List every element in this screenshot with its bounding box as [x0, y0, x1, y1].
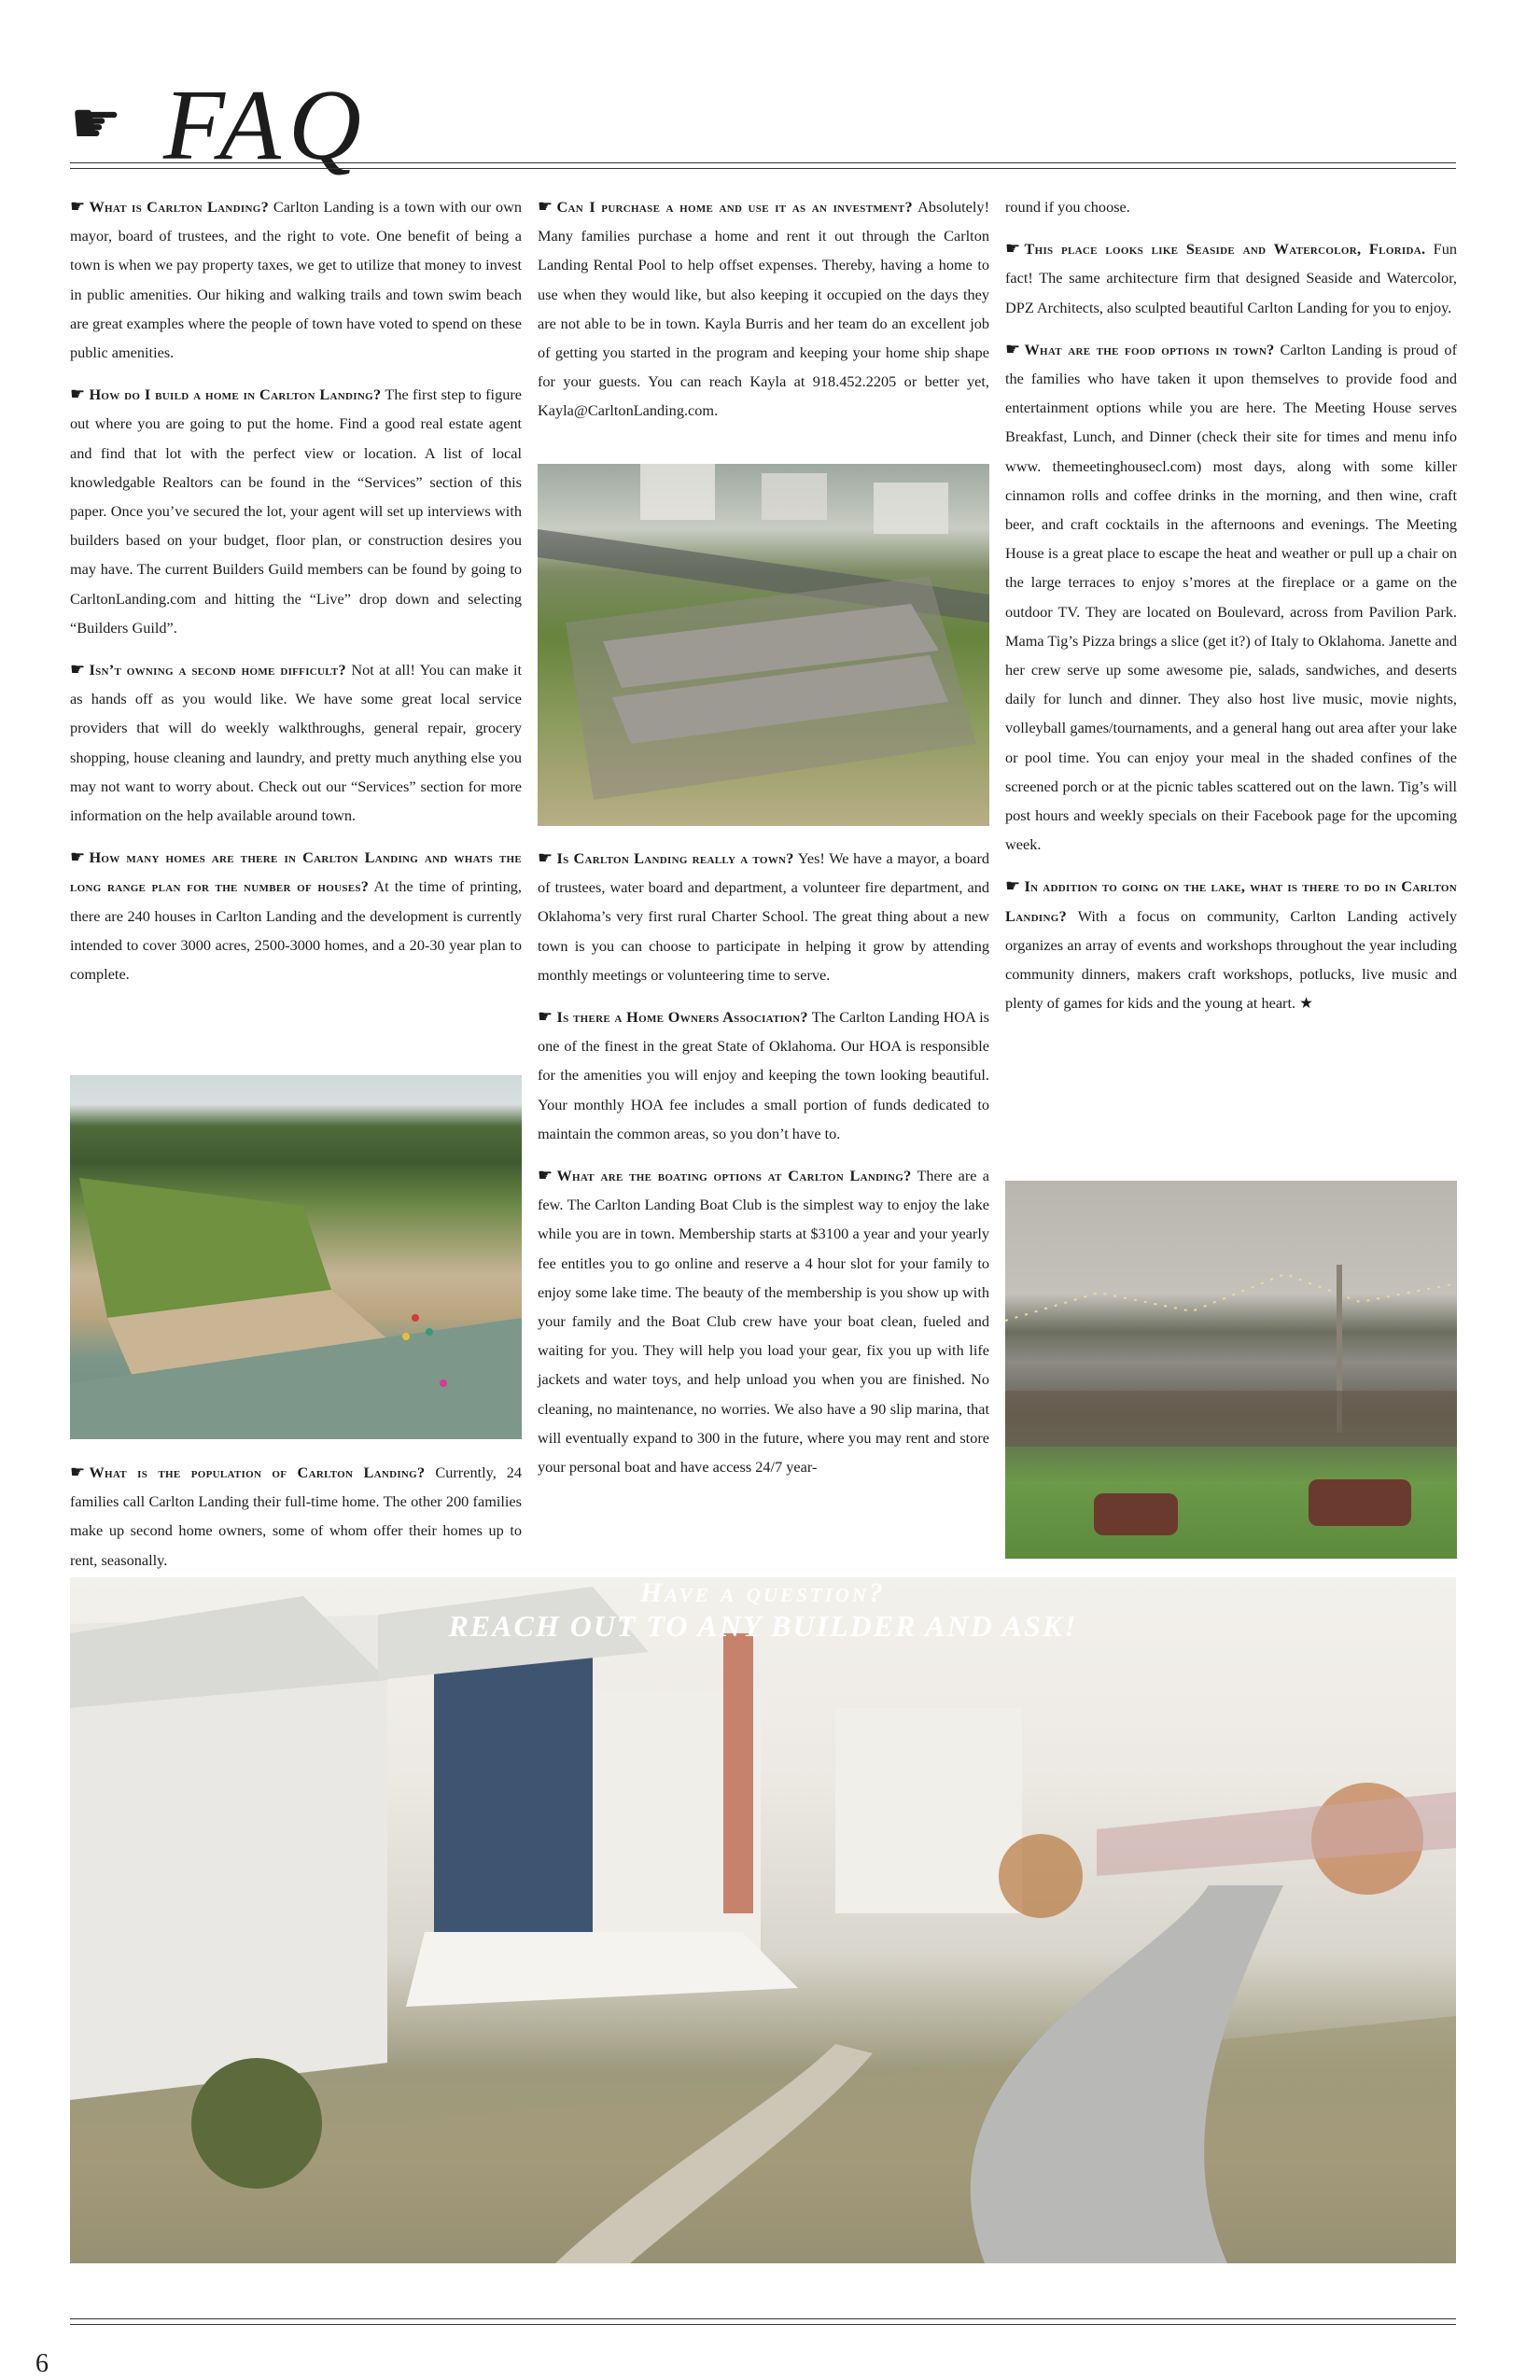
faq-answer: There are a few. The Carlton Landing Boat Club is the simplest way to enjoy the lake while you are in town. Membership starts at $3100 a year and your yearly fee entitles you to go online and reserve a 4 hour slot for your family to enjoy some lake time. The beauty of the membership is you show up with your family and the Boat Club crew have your boat clean, fueled and waiting for you. They will help you load your gear, fix you up with life jackets and water toys, and help unload you when you are finished. No cleaning, no maintenance, no worries. We also have a 90 slip marina, that will eventually expand to 300 in the future, where you may rent and store your personal boat and have access 24/7 year-	[538, 1167, 989, 1477]
faq-question	[70, 661, 346, 679]
faq-question-text: Is Carlton Landing really a town?	[556, 849, 794, 867]
pointing-hand-icon: ☛	[70, 197, 86, 217]
faq-question	[1005, 341, 1275, 358]
faq-answer: Not at all! You can make it as hands off as you would like. We have some great local service providers that will do weekly walkthroughs, general repair, grocery shopping, house cleaning and laundry, and pretty much anything else you may not want to worry about. Check out our “Services” section for more information on the help available around town.	[70, 661, 522, 825]
faq-answer: Carlton Landing is a town with our own mayor, board of trustees, and the right to vote. One benefit of being a town is when we pay property taxes, we get to utilize that money to invest in public amenities. Our hiking and walking trails and town swim beach are great examples where the people of town have voted to spend on these public amenities.	[70, 198, 522, 362]
faq-item	[70, 655, 522, 830]
faq-question	[538, 1008, 808, 1026]
cta-line-1: Have a question?	[639, 1577, 887, 1608]
faq-answer: Absolutely! Many families purchase a home and rent it out through the Carlton Landing Rental Pool to help offset expenses. Thereby, having a home to use when they would like, but also keeping it occupied on the days they are not able to be in town. Kayla Burris and her team do an excellent job of getting you started in the program and keeping your home ship shape for your guests. You can reach Kayla at 918.452.2205 or better yet, Kayla@CarltonLanding.com.	[538, 198, 989, 420]
faq-item	[70, 380, 522, 642]
pointing-hand-icon: ☛	[70, 1463, 86, 1482]
faq-item	[1005, 872, 1457, 1017]
faq-question-text: How many homes are there in Carlton Landing and whats the long range plan for the number of houses?	[70, 848, 522, 896]
faq-answer: Currently, 24 families call Carlton Landing their full-time home. The other 200 families make up second home owners, some of whom offer their homes up to rent, seasonally.	[70, 1463, 522, 1569]
page-header	[70, 70, 1456, 181]
faq-question-text: What are the boating options at Carlton Landing?	[556, 1167, 912, 1185]
faq-column-1-continued	[70, 1458, 522, 1588]
faq-answer: Yes! We have a mayor, a board of trustees, water board and department, a volunteer fire department, and Oklahoma’s very first rural Charter School. The great thing about a new town is you can choose to participate in helping it grow by attending monthly meetings or volunteering time to serve.	[538, 849, 990, 984]
faq-question-text: How do I build a home in Carlton Landing?	[89, 385, 382, 404]
faq-column-1	[70, 192, 522, 1001]
faq-question	[70, 1463, 425, 1481]
pointing-hand-icon: ☛	[538, 848, 553, 868]
faq-question	[70, 198, 269, 216]
pointing-hand-icon: ☛	[70, 660, 86, 680]
faq-question-text: Can I purchase a home and use it as an investment?	[556, 198, 913, 216]
faq-question-text: What are the food options in town?	[1024, 340, 1275, 358]
pointing-hand-icon: ☛	[1005, 239, 1021, 259]
faq-question	[70, 385, 381, 403]
faq-question-text: What is the population of Carlton Landing?	[89, 1463, 426, 1481]
footer-rule-top	[70, 2318, 1456, 2319]
faq-answer: At the time of printing, there are 240 houses in Carlton Landing and the development is currently intended to cover 3000 acres, 2500-3000 homes, and a 20-30 year plan to complete.	[70, 877, 522, 984]
pointing-hand-icon: ☛	[538, 1007, 553, 1028]
faq-answer: Fun fact! The same architecture firm that designed Seaside and Watercolor, DPZ Architects, also sculpted beautiful Carlton Landing for you to enjoy.	[1005, 240, 1457, 316]
faq-item	[538, 1002, 989, 1148]
faq-item	[70, 192, 522, 367]
faq-item	[70, 1458, 522, 1575]
faq-question-text: This place looks like Seaside and Watercolor, Florida.	[1024, 240, 1426, 259]
faq-item	[1005, 335, 1457, 860]
faq-answer: With a focus on community, Carlton Landing actively organizes an array of events and workshops throughout the year including community dinners, makers craft workshops, potlucks, live music and plenty of games for kids and the young at heart. ★	[1005, 906, 1457, 1013]
faq-item	[70, 843, 522, 988]
cta-line-2: REACH OUT TO ANY BUILDER AND ASK!	[448, 1609, 1078, 1643]
header-rule-top	[70, 162, 1456, 163]
faq-answer: The first step to figure out where you are going to put the home. Find a good real estate agent and find that lot with the perfect view or location. A list of local knowledgable Realtors can be found in the “Services” section of this paper. Once you’ve secured the lot, your agent will set up interviews with builders based on your budget, floor plan, or construction desires you may have. The current Builders Guild members can be found by going to CarltonLanding.com and hitting the “Live” drop down and selecting “Builders Guild”.	[70, 385, 522, 637]
photo-community-dinner	[1005, 1181, 1457, 1559]
faq-continuation-text: round if you choose.	[1005, 198, 1130, 216]
faq-item	[538, 192, 989, 426]
pointing-hand-icon: ☛	[538, 197, 553, 217]
faq-question-text: In addition to going on the lake, what is there to do in Carlton Landing?	[1005, 877, 1457, 925]
photo-bocce-courts	[538, 464, 989, 826]
faq-column-2-continued	[538, 844, 989, 1494]
pointing-hand-icon: ☛	[70, 847, 86, 868]
faq-question	[538, 198, 913, 216]
page-number: 6	[35, 2349, 49, 2378]
faq-question	[538, 849, 794, 867]
faq-column-2	[538, 192, 989, 439]
faq-question-text: Isn’t owning a second home difficult?	[89, 661, 346, 679]
faq-item	[538, 1161, 989, 1481]
header-rule-bottom	[70, 168, 1456, 169]
footer-rule-bottom	[70, 2324, 1456, 2325]
faq-column-3	[1005, 192, 1457, 1030]
faq-answer: Carlton Landing is proud of the families who have taken it upon themselves to provide food and entertainment options while you are here. The Meeting House serves Breakfast, Lunch, and Dinner (check their site for times and menu info www. themeetinghousecl.com) most days, along with some killer cinnamon rolls and coffee drinks in the morning, and then wine, craft beer, and craft cocktails in the afternoons and evenings. The Meeting House is a great place to escape the heat and weather or pull up a chair on the large terraces to enjoy s’mores at the fireplace or a game on the outdoor TV. They are located on Boulevard, across from Pavilion Park. Mama Tig’s Pizza brings a slice (get it?) of Italy to Oklahoma. Janette and her crew serve up some awesome pie, salads, sandwiches, and deserts daily for lunch and dinner. They also host live music, movie nights, volleyball games/tournaments, and a general hang out area after your lake or pool time. You can enjoy your meal in the shaded confines of the screened porch or at the picnic tables scattered out on the lawn. Tig’s will post hours and weekly specials on their Facebook page for the upcoming week.	[1005, 340, 1457, 854]
photo-town-street	[70, 1577, 1456, 2263]
faq-answer: The Carlton Landing HOA is one of the finest in the great State of Oklahoma. Our HOA is responsible for the amenities you will enjoy and keeping the town looking beautiful. Your monthly HOA fee includes a small portion of funds dedicated to maintain the common areas, so you don’t have to.	[538, 1008, 990, 1142]
page-title: FAQ	[163, 70, 370, 181]
faq-item	[538, 844, 989, 989]
pointing-hand-icon: ☛	[538, 1166, 553, 1186]
pointing-hand-icon: ☛	[1005, 876, 1021, 897]
faq-question-text: What is Carlton Landing?	[89, 198, 270, 216]
faq-question	[538, 1167, 912, 1184]
faq-item	[1005, 234, 1457, 322]
pointing-hand-icon: ☛	[1005, 339, 1021, 359]
pointing-hand-icon: ☛	[70, 385, 86, 405]
faq-question-text: Is there a Home Owners Association?	[556, 1008, 808, 1027]
photo-swim-beach	[70, 1075, 522, 1439]
pointing-hand-icon: ☛	[70, 92, 122, 156]
call-to-action	[70, 1577, 1456, 1644]
faq-question	[1005, 240, 1425, 258]
